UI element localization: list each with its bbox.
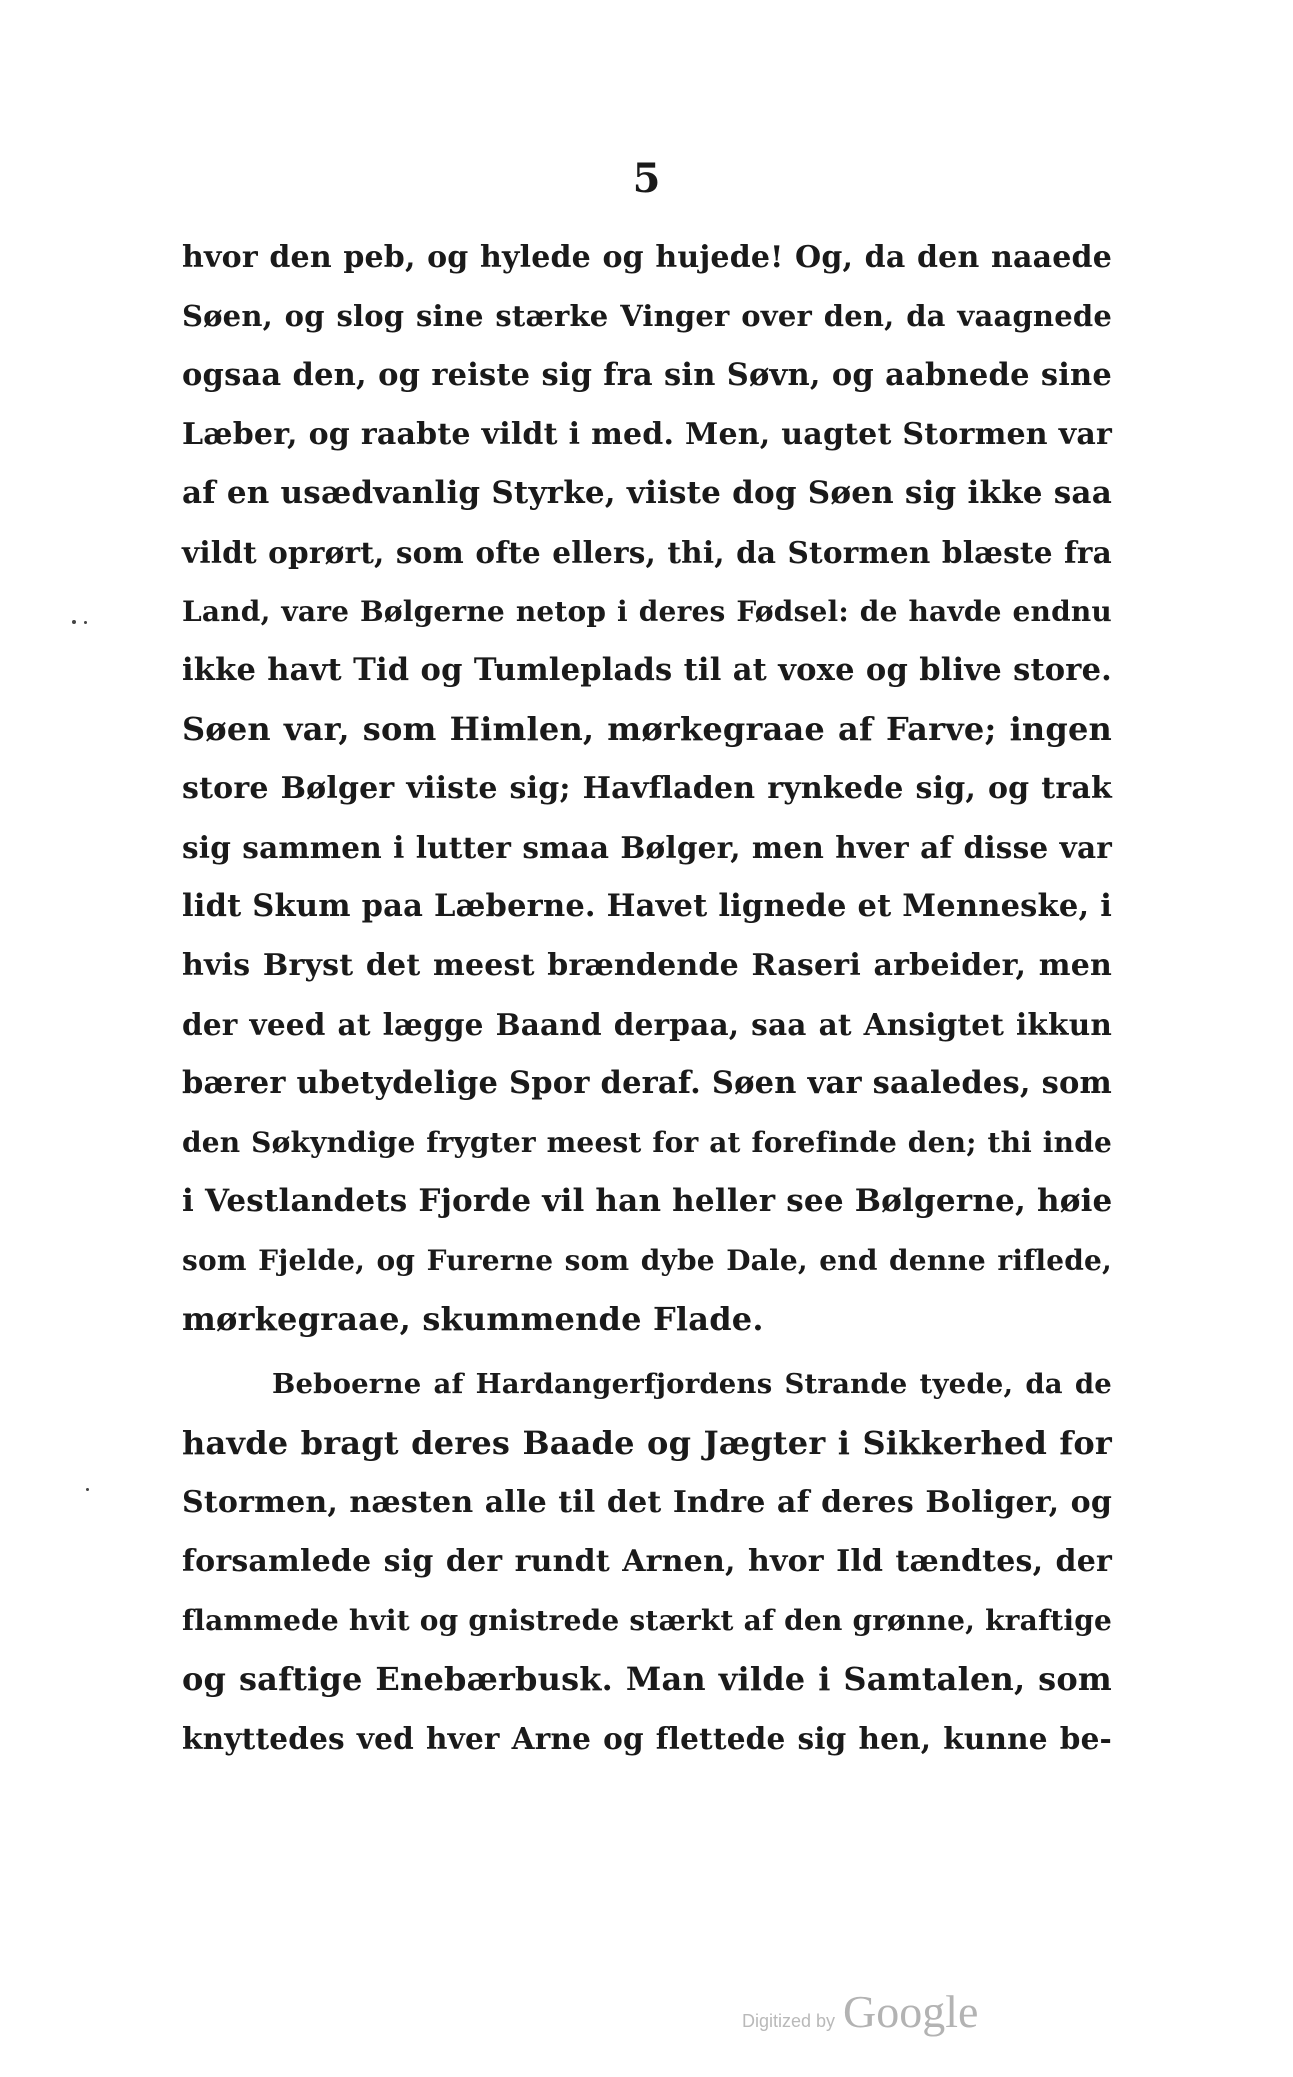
text-line: vildt oprørt, som ofte ellers, thi, da Stormen blæste fra (182, 535, 1112, 570)
text-line: hvor den peb, og hylede og hujede! Og, da den naaede (182, 240, 1112, 275)
body-text (182, 228, 1112, 1768)
digitization-watermark (742, 1985, 978, 2035)
text-line: af en usædvanlig Styrke, viiste dog Søen sig ikke saa (182, 475, 1112, 511)
text-line: Beboerne af Hardangerfjordens Strande tyede, da de (272, 1368, 1112, 1400)
text-line: og saftige Enebærbusk. Man vilde i Samtalen, som (182, 1660, 1112, 1698)
scan-speck (84, 621, 87, 624)
text-line: ikke havt Tid og Tumleplads til at voxe og blive store. (182, 652, 1112, 688)
watermark-logo: Google (843, 1986, 979, 2037)
text-line: Stormen, næsten alle til det Indre af deres Boliger, og (182, 1485, 1112, 1520)
page-number: 5 (632, 155, 661, 202)
text-line: forsamlede sig der rundt Arnen, hvor Ild tændtes, der (182, 1544, 1112, 1579)
text-line: Søen, og slog sine stærke Vinger over den, da vaagnede (182, 299, 1112, 333)
scan-speck (72, 620, 76, 624)
text-line: den Søkyndige frygter meest for at forefinde den; thi inde (182, 1126, 1112, 1159)
text-line: havde bragt deres Baade og Jægter i Sikkerhed for (182, 1424, 1112, 1462)
text-line: ogsaa den, og reiste sig fra sin Søvn, og aabnede sine (182, 357, 1112, 393)
watermark-prefix: Digitized by (742, 2011, 836, 2031)
text-line: store Bølger viiste sig; Havfladen rynkede sig, og trak (182, 771, 1112, 806)
paragraph-2 (182, 1355, 1112, 1768)
text-line: flammede hvit og gnistrede stærkt af den grønne, kraftige (182, 1604, 1112, 1637)
text-line: mørkegraae, skummende Flade. (182, 1300, 764, 1338)
paragraph-1 (182, 228, 1112, 1349)
text-line: Læber, og raabte vildt i med. Men, uagtet Stormen var (182, 417, 1112, 452)
text-line: lidt Skum paa Læberne. Havet lignede et Menneske, i (182, 888, 1112, 924)
text-line: Søen var, som Himlen, mørkegraae af Farve; ingen (182, 710, 1112, 748)
text-line: sig sammen i lutter smaa Bølger, men hver af disse var (182, 830, 1112, 865)
text-line: der veed at lægge Baand derpaa, saa at Ansigtet ikkun (182, 1007, 1112, 1042)
text-line: i Vestlandets Fjorde vil han heller see Bølgerne, høie (182, 1183, 1113, 1219)
text-line: bærer ubetydelige Spor deraf. Søen var saaledes, som (182, 1065, 1112, 1101)
text-line: knyttedes ved hver Arne og flettede sig hen, kunne be- (182, 1721, 1112, 1756)
text-line: hvis Bryst det meest brændende Raseri arbeider, men (182, 948, 1112, 983)
text-line: Land, vare Bølgerne netop i deres Fødsel: de havde endnu (182, 595, 1112, 628)
scan-speck (86, 1488, 89, 1491)
text-line: som Fjelde, og Furerne som dybe Dale, end denne riflede, (182, 1244, 1112, 1277)
